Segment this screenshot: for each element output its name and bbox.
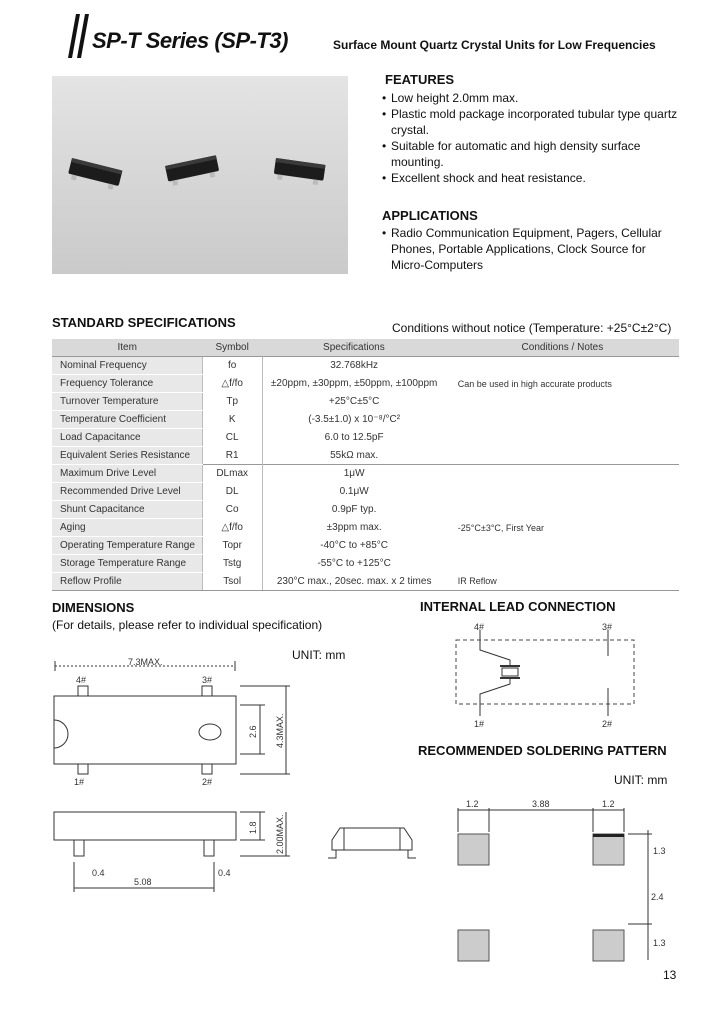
spec-value-cell: (-3.5±1.0) x 10⁻⁸/°C² xyxy=(308,414,401,425)
lead-pin-2-label: 2# xyxy=(602,719,613,729)
spec-value-cell: -55°C to +125°C xyxy=(317,558,391,569)
solder-unit: UNIT: mm xyxy=(614,773,668,787)
spec-symbol-cell: Co xyxy=(202,501,262,519)
spec-value-cell: ±20ppm, ±30ppm, ±50ppm, ±100ppm xyxy=(270,378,438,389)
dimension-drawing xyxy=(40,652,310,892)
spec-row xyxy=(52,411,679,429)
application-item: • Radio Communication Equipment, Pagers, Cellular Phones, Portable Applications, Clock Source for Micro-Computers xyxy=(382,225,680,273)
col-header: Item xyxy=(52,339,202,357)
spec-symbol-cell: △f/fo xyxy=(202,519,262,537)
spec-symbol-cell: R1 xyxy=(202,447,262,465)
spec-note-cell: IR Reflow xyxy=(446,573,679,591)
applications-heading: APPLICATIONS xyxy=(382,208,478,223)
spec-value-cell: -40°C to +85°C xyxy=(320,540,389,551)
spec-item-cell: Operating Temperature Range xyxy=(52,537,202,555)
feature-item: • Suitable for automatic and high density surface mounting. xyxy=(382,138,680,170)
lead-pin-3-label: 3# xyxy=(602,622,613,632)
spec-symbol-cell: fo xyxy=(202,357,262,375)
spec-symbol-cell: Topr xyxy=(202,537,262,555)
spec-value-cell: 32.768kHz xyxy=(330,360,379,372)
spec-symbol-cell: CL xyxy=(202,429,262,447)
spec-symbol-cell: DLmax xyxy=(202,465,262,483)
spec-value-cell: 6.0 to 12.5pF xyxy=(324,432,384,443)
spec-item-cell: Shunt Capacitance xyxy=(52,501,202,519)
spec-row xyxy=(52,465,679,483)
spec-row xyxy=(52,573,679,591)
feature-item: • Plastic mold package incorporated tubular type quartz crystal. xyxy=(382,106,680,138)
spec-symbol-cell: Tstg xyxy=(202,555,262,573)
spec-note-cell xyxy=(446,357,679,375)
solder-mid-label: 2.4 xyxy=(651,892,664,902)
spec-row xyxy=(52,429,679,447)
dim-side-2-label: 2.00MAX. xyxy=(275,814,285,854)
spec-item-cell: Recommended Drive Level xyxy=(52,483,202,501)
crystal-units-image xyxy=(52,76,348,274)
dimensions-unit: UNIT: mm xyxy=(292,648,346,662)
end-view-drawing xyxy=(326,822,418,866)
pin-4-label: 4# xyxy=(76,675,87,685)
lead-connection-diagram xyxy=(450,620,640,730)
col-header: Symbol xyxy=(202,339,262,357)
spec-row xyxy=(52,501,679,519)
spec-note-cell xyxy=(446,429,679,447)
spec-item-cell: Reflow Profile xyxy=(52,573,202,591)
dimensions-heading: DIMENSIONS xyxy=(52,600,135,615)
spec-item-cell: Aging xyxy=(52,519,202,537)
col-header: Specifications xyxy=(262,339,446,357)
spec-symbol-cell: △f/fo xyxy=(202,375,262,393)
col-header: Conditions / Notes xyxy=(446,339,679,357)
spec-row xyxy=(52,483,679,501)
dim-pitch-label: 5.08 xyxy=(134,877,152,887)
spec-item-cell: Temperature Coefficient xyxy=(52,411,202,429)
spec-item-cell: Nominal Frequency xyxy=(52,357,202,375)
spec-note-cell: -25°C±3°C, First Year xyxy=(457,522,544,533)
spec-row xyxy=(52,537,679,555)
spec-item-cell: Load Capacitance xyxy=(52,429,202,447)
spec-row xyxy=(52,519,679,537)
features-list xyxy=(382,90,680,186)
spec-value-cell: 0.9pF typ. xyxy=(331,504,377,515)
dim-side-1-label: 1.8 xyxy=(248,821,258,834)
spec-note-cell xyxy=(446,465,679,483)
spec-row xyxy=(52,357,679,375)
pin-1-label: 1# xyxy=(74,777,85,787)
solder-w2-label: 1.2 xyxy=(602,799,615,809)
features-heading: FEATURES xyxy=(385,72,455,87)
product-photo xyxy=(52,76,348,274)
page-number: 13 xyxy=(663,968,677,982)
spec-symbol-cell: Tsol xyxy=(202,573,262,591)
specs-conditions: Conditions without notice (Temperature: +25°C±2°C) xyxy=(392,321,672,335)
spec-item-cell: Frequency Tolerance xyxy=(52,375,202,393)
spec-value-cell: 55kΩ max. xyxy=(330,449,379,461)
spec-value-cell: +25°C±5°C xyxy=(328,396,380,407)
specs-heading: STANDARD SPECIFICATIONS xyxy=(52,315,236,330)
spec-symbol-cell: DL xyxy=(202,483,262,501)
spec-item-cell: Maximum Drive Level xyxy=(52,465,202,483)
spec-value-cell: 0.1μW xyxy=(339,486,369,497)
soldering-pattern-diagram xyxy=(452,796,672,968)
spec-note-cell: Can be used in high accurate products xyxy=(457,378,612,389)
lead-heading: INTERNAL LEAD CONNECTION xyxy=(420,599,616,614)
spec-value-cell: 1μW xyxy=(262,465,446,483)
spec-note-cell xyxy=(446,501,679,519)
pin-3-label: 3# xyxy=(202,675,213,685)
dimensions-note: (For details, please refer to individual specification) xyxy=(52,618,323,632)
spec-table-body xyxy=(52,357,679,591)
solder-w1-label: 1.2 xyxy=(466,799,479,809)
dim-total-height-label: 4.3MAX. xyxy=(275,713,285,748)
solder-heading: RECOMMENDED SOLDERING PATTERN xyxy=(418,743,667,758)
applications-list xyxy=(382,225,680,273)
spec-symbol-cell: K xyxy=(202,411,262,429)
lead-pin-1-label: 1# xyxy=(474,719,485,729)
solder-h2-label: 1.3 xyxy=(653,938,666,948)
lead-pin-4-label: 4# xyxy=(474,622,485,632)
spec-value-cell: 230°C max., 20sec. max. x 2 times xyxy=(262,573,446,591)
spec-item-cell: Storage Temperature Range xyxy=(52,555,202,573)
spec-symbol-cell: Tp xyxy=(202,393,262,411)
spec-row xyxy=(52,375,679,393)
spec-item-cell: Turnover Temperature xyxy=(52,393,202,411)
spec-note-cell xyxy=(446,411,679,429)
spec-row xyxy=(52,393,679,411)
spec-header-row xyxy=(52,339,679,357)
dim-height-label: 2.6 xyxy=(248,725,258,738)
dim-pin-left-label: 0.4 xyxy=(92,868,105,878)
spec-row xyxy=(52,447,679,465)
series-title: SP-T Series (SP-T3) xyxy=(92,28,288,53)
feature-item: • Excellent shock and heat resistance. xyxy=(382,170,680,186)
solder-gap-label: 3.88 xyxy=(532,799,550,809)
spec-row xyxy=(52,555,679,573)
spec-note-cell xyxy=(446,393,679,411)
title-bars-graphic xyxy=(68,14,90,58)
spec-value-cell: ±3ppm max. xyxy=(326,522,382,533)
dim-length-label: 7.3MAX. xyxy=(128,657,163,667)
spec-note-cell xyxy=(446,555,679,573)
spec-table xyxy=(52,339,679,591)
solder-h1-label: 1.3 xyxy=(653,846,666,856)
feature-item: • Low height 2.0mm max. xyxy=(382,90,680,106)
pin-2-label: 2# xyxy=(202,777,213,787)
dim-pin-right-label: 0.4 xyxy=(218,868,231,878)
page-subtitle: Surface Mount Quartz Crystal Units for Low Frequencies xyxy=(333,38,656,52)
spec-note-cell xyxy=(446,447,679,465)
spec-note-cell xyxy=(446,483,679,501)
spec-item-cell: Equivalent Series Resistance xyxy=(52,447,202,465)
spec-note-cell xyxy=(446,537,679,555)
